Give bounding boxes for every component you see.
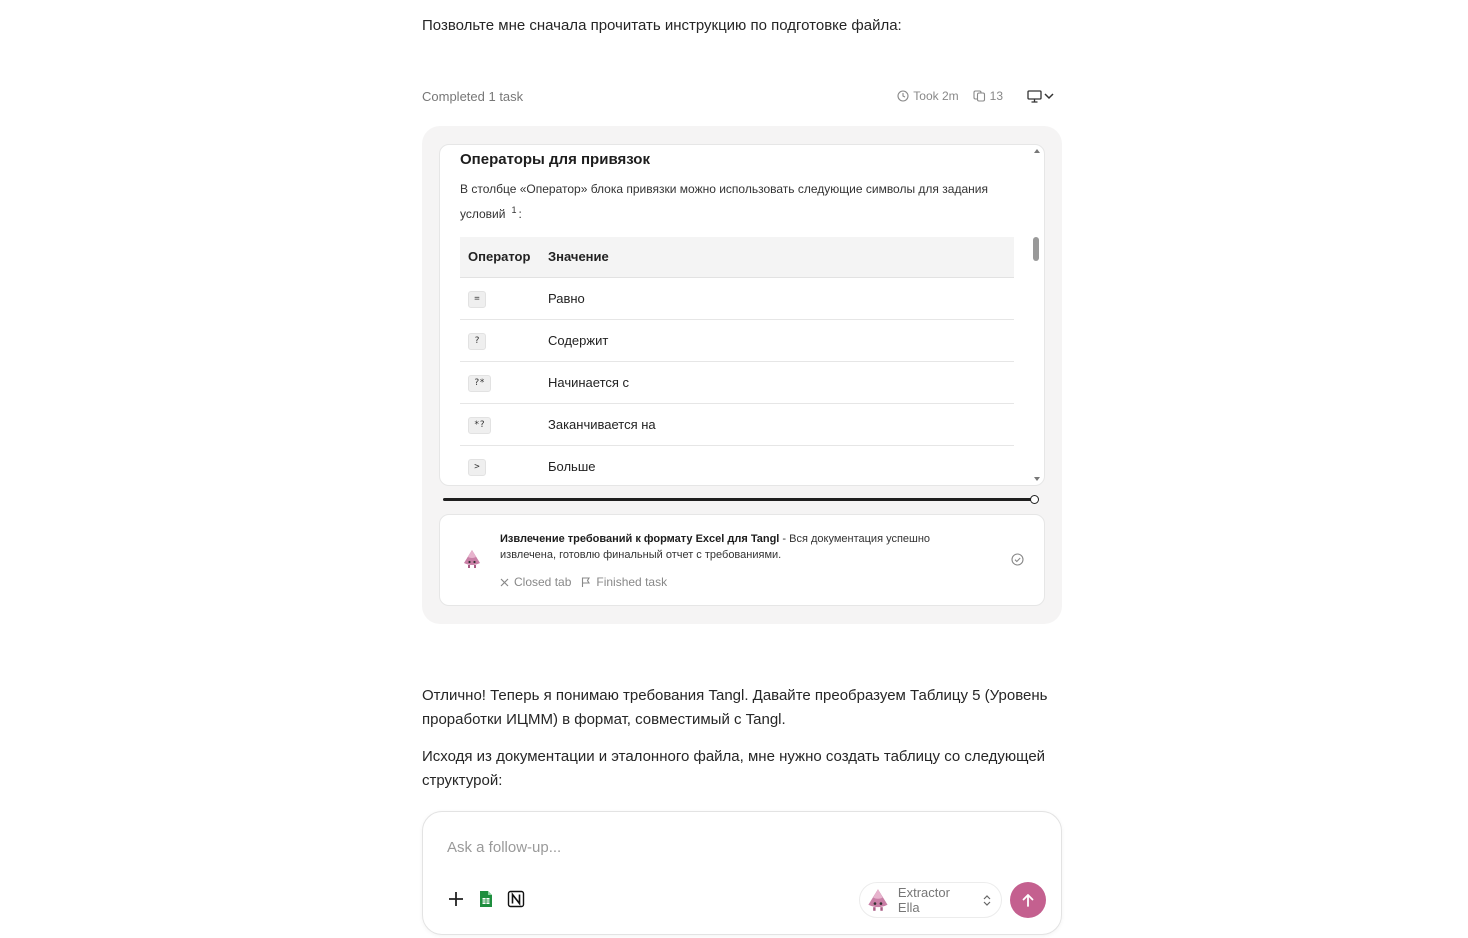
document-preview[interactable] [439, 144, 1045, 486]
composer-tools [447, 890, 525, 908]
status-title: Извлечение требований к формату Excel для Tangl [500, 533, 780, 545]
value-cell: Начинается с [540, 361, 1014, 403]
timeline-handle[interactable] [1030, 495, 1039, 504]
agent-avatar-icon [866, 888, 890, 912]
operator-code: *? [468, 417, 491, 434]
duration [897, 89, 958, 103]
arrow-up-icon [1020, 892, 1036, 908]
closed-tab-label: Closed tab [514, 575, 572, 589]
view-mode-toggle[interactable] [1027, 90, 1054, 103]
replay-timeline-slider[interactable] [443, 495, 1039, 505]
operators-table [460, 237, 1014, 486]
send-button[interactable] [1010, 882, 1046, 918]
assistant-reply-paragraph-1: Отлично! Теперь я понимаю требования Tangl. Давайте преобразуем Таблицу 5 (Уровень проработки ИЦММ) в формат, совместимый с Tangl. [422, 687, 1048, 728]
monitor-icon [1027, 90, 1042, 103]
duration-label: Took 2m [913, 89, 959, 103]
flag-icon [581, 577, 591, 588]
operator-cell [460, 361, 540, 403]
task-header [422, 86, 1062, 106]
completed-task-label: Completed 1 task [422, 88, 524, 104]
operator-cell [460, 445, 540, 486]
source-count-label: 13 [989, 89, 1003, 103]
status-actions [500, 575, 667, 589]
status-message [500, 531, 970, 563]
status-separator: - [779, 533, 790, 545]
table-row [460, 361, 1014, 403]
plus-icon[interactable] [447, 890, 465, 908]
close-icon [500, 578, 509, 587]
preview-description [460, 179, 1000, 225]
scroll-up-arrow-icon[interactable] [1034, 149, 1040, 153]
table-header-row [460, 237, 1014, 277]
operator-code: ?* [468, 375, 491, 392]
operator-code: = [468, 291, 486, 308]
table-row [460, 277, 1014, 319]
status-body: Вся документация успешно извлечена, готовлю финальный отчет с требованиями. [500, 533, 931, 561]
chevron-down-icon [1044, 92, 1054, 100]
operator-cell [460, 319, 540, 361]
operator-cell [460, 277, 540, 319]
source-count[interactable] [973, 89, 1003, 103]
operator-code: > [468, 459, 486, 476]
assistant-reply-paragraph-2: Исходя из документации и эталонного файла, мне нужно создать таблицу со следующей структурой: [422, 748, 1046, 789]
scroll-down-arrow-icon[interactable] [1034, 477, 1040, 481]
finished-task-label: Finished task [596, 575, 668, 589]
check-circle-icon [1011, 553, 1024, 566]
preview-description-colon: : [518, 207, 522, 221]
table-row [460, 319, 1014, 361]
task-meta [897, 89, 1054, 103]
closed-tab-step [500, 575, 571, 589]
follow-up-input[interactable] [447, 836, 867, 858]
column-header-operator: Оператор [460, 237, 540, 277]
task-card [422, 126, 1062, 624]
finished-task-step [581, 575, 667, 589]
task-status-card [439, 514, 1045, 606]
value-cell: Заканчивается на [540, 403, 1014, 445]
table-row [460, 445, 1014, 486]
table-row [460, 403, 1014, 445]
sources-icon [973, 90, 986, 102]
message-composer [422, 811, 1062, 935]
assistant-intro-text: Позвольте мне сначала прочитать инструкцию по подготовке файла: [422, 17, 902, 34]
scrollbar-thumb[interactable] [1033, 237, 1039, 261]
preview-scrollbar[interactable] [1032, 145, 1042, 485]
updown-chevron-icon [983, 895, 991, 906]
value-cell: Больше [540, 445, 1014, 486]
preview-description-text: В столбце «Оператор» блока привязки можно использовать следующие символы для задания условий [460, 182, 988, 221]
preview-heading: Операторы для привязок [460, 151, 650, 168]
agent-avatar-icon [462, 549, 482, 569]
value-cell: Равно [540, 277, 1014, 319]
clock-icon [897, 90, 909, 102]
value-cell: Содержит [540, 319, 1014, 361]
operator-cell [460, 403, 540, 445]
agent-name: Extractor Ella [897, 885, 950, 915]
footnote-ref[interactable]: 1 [511, 205, 517, 215]
agent-selector[interactable] [859, 882, 1002, 918]
timeline-track [443, 498, 1033, 501]
notion-icon[interactable] [507, 890, 525, 908]
operator-code: ? [468, 333, 486, 350]
google-sheets-icon[interactable] [479, 890, 493, 908]
column-header-value: Значение [540, 237, 1014, 277]
